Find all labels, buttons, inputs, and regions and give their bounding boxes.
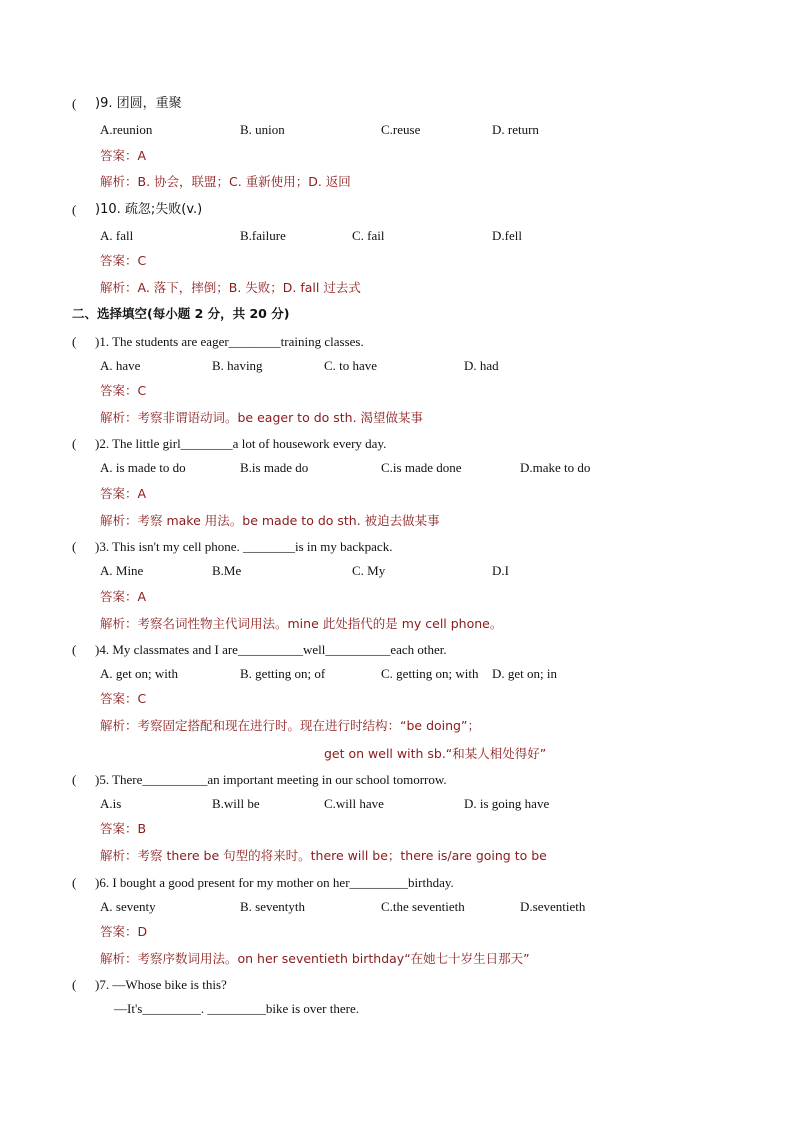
answer-paren[interactable]: ( (72, 772, 96, 787)
answer-text: 答案：C (100, 691, 147, 706)
option-c: C. getting on; with (381, 666, 479, 681)
option-d: D.I (492, 563, 509, 578)
option-a: A.is (100, 796, 122, 811)
explanation-text-continued: get on well with sb.“和某人相处得好” (324, 746, 547, 761)
explanation-text: 解析：B. 协会，联盟；C. 重新使用；D. 返回 (100, 174, 351, 189)
answer-text: 答案：C (100, 383, 147, 398)
option-d: D.fell (492, 228, 522, 243)
option-a: A. fall (100, 228, 134, 243)
answer-text: 答案：A (100, 486, 147, 501)
answer-paren[interactable]: ( (72, 96, 96, 111)
option-a: A. seventy (100, 899, 156, 914)
option-c: C. to have (324, 358, 378, 373)
option-c: C. My (352, 563, 386, 578)
explanation-text: 解析：考察序数词用法。on her seventieth birthday“在她七十岁生日那天” (100, 951, 530, 966)
question-stem: )3. This isn't my cell phone. ________is in my backpack. (95, 539, 393, 554)
option-c: C. fail (352, 228, 385, 243)
option-d: D.make to do (520, 460, 591, 475)
option-b: B. seventyth (240, 899, 305, 914)
explanation-text: 解析：考察非谓语动词。be eager to do sth. 渴望做某事 (100, 410, 424, 425)
explanation-text: 解析：考察名词性物主代词用法。mine 此处指代的是 my cell phone。 (100, 616, 503, 631)
question-stem-line2: —It's_________. _________bike is over there. (114, 1001, 359, 1016)
answer-paren[interactable]: ( (72, 202, 96, 217)
answer-paren[interactable]: ( (72, 642, 96, 657)
explanation-text: 解析：考察固定搭配和现在进行时。现在进行时结构：“be doing”； (100, 718, 480, 733)
answer-paren[interactable]: ( (72, 875, 96, 890)
option-d: D. get on; in (492, 666, 557, 681)
question-stem: )6. I bought a good present for my mother on her_________birthday. (95, 875, 454, 890)
option-a: A. is made to do (100, 460, 186, 475)
question-stem: )1. The students are eager________training classes. (95, 334, 364, 349)
answer-paren[interactable]: ( (72, 539, 96, 554)
question-stem: )2. The little girl________a lot of housework every day. (95, 436, 387, 451)
option-c: C.the seventieth (381, 899, 465, 914)
explanation-text: 解析：考察 make 用法。be made to do sth. 被迫去做某事 (100, 513, 440, 528)
option-c: C.is made done (381, 460, 462, 475)
option-a: A. Mine (100, 563, 144, 578)
option-b: B. union (240, 122, 285, 137)
answer-text: 答案：C (100, 253, 147, 268)
explanation-text: 解析：考察 there be 句型的将来时。there will be；there is/are going to be (100, 848, 547, 863)
option-b: B.failure (240, 228, 286, 243)
question-stem: )4. My classmates and I are__________well__________each other. (95, 642, 447, 657)
option-b: B. getting on; of (240, 666, 326, 681)
option-d: D. had (464, 358, 499, 373)
answer-text: 答案：D (100, 924, 148, 939)
answer-text: 答案：B (100, 821, 147, 836)
option-d: D.seventieth (520, 899, 586, 914)
option-a: A. get on; with (100, 666, 178, 681)
option-d: D. return (492, 122, 539, 137)
option-d: D. is going have (464, 796, 550, 811)
section-title: 二、选择填空(每小题 2 分，共 20 分) (72, 306, 290, 321)
option-b: B. having (212, 358, 263, 373)
answer-paren[interactable]: ( (72, 977, 96, 992)
question-stem: )5. There__________an important meeting in our school tomorrow. (95, 772, 447, 787)
option-b: B.will be (212, 796, 260, 811)
option-c: C.reuse (381, 122, 421, 137)
question-stem: )9. 团圆，重聚 (95, 96, 182, 111)
question-stem: )10. 疏忽;失败(v.) (95, 202, 203, 217)
explanation-text: 解析：A. 落下，摔倒；B. 失败；D. fall 过去式 (100, 280, 361, 295)
option-c: C.will have (324, 796, 384, 811)
answer-paren[interactable]: ( (72, 334, 96, 349)
option-b: B.is made do (240, 460, 309, 475)
question-stem: )7. —Whose bike is this? (95, 977, 227, 992)
answer-paren[interactable]: ( (72, 436, 96, 451)
option-a: A.reunion (100, 122, 153, 137)
answer-text: 答案：A (100, 148, 147, 163)
answer-text: 答案：A (100, 589, 147, 604)
option-a: A. have (100, 358, 141, 373)
option-b: B.Me (212, 563, 242, 578)
